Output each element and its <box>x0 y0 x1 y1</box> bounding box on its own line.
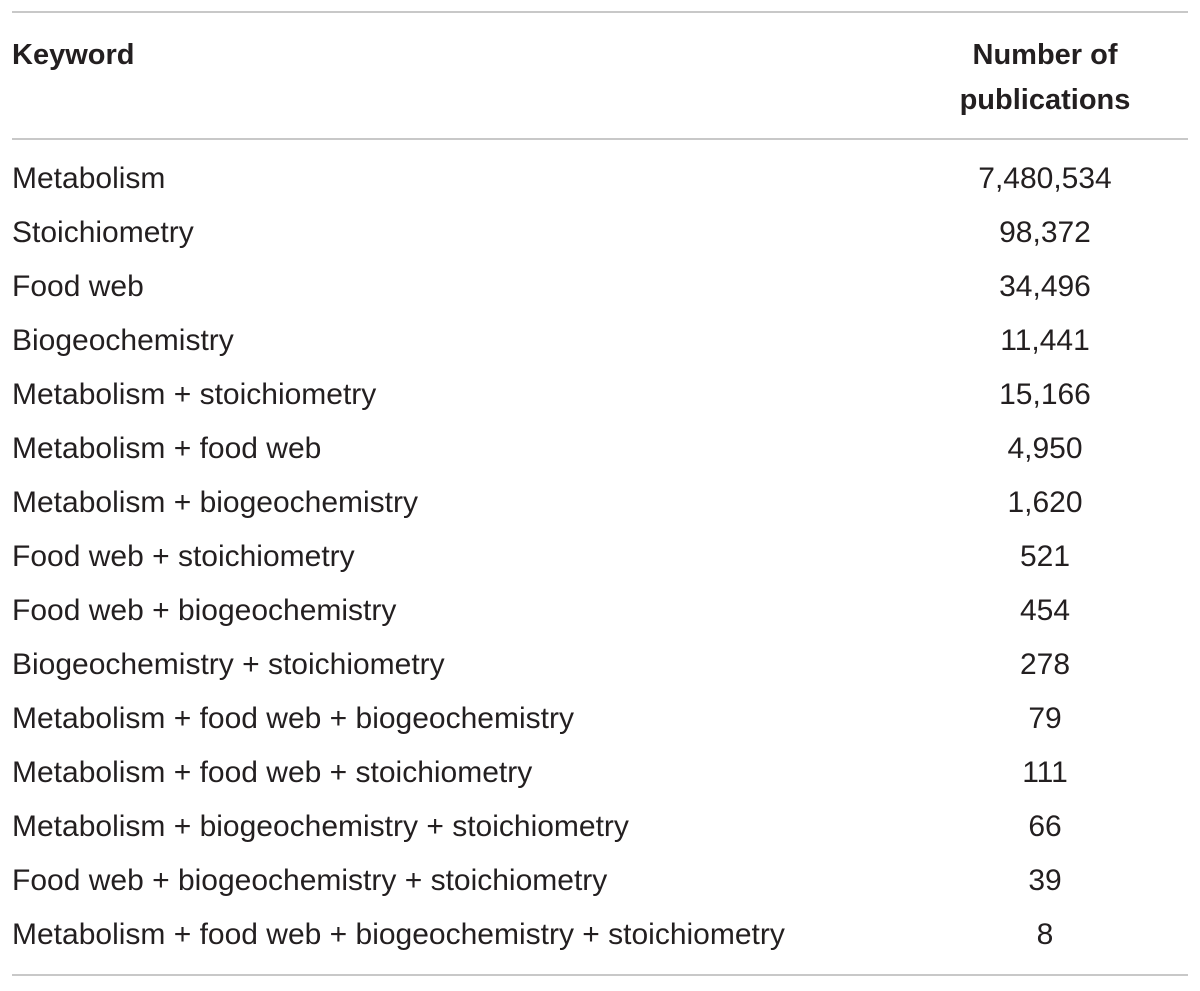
keyword-cell: Metabolism + biogeochemistry <box>12 486 419 519</box>
keyword-cell: Biogeochemistry + stoichiometry <box>12 648 445 681</box>
count-column-header <box>902 13 1188 138</box>
count-cell: 1,620 <box>1007 486 1083 519</box>
table-row <box>12 206 1188 260</box>
table-row <box>12 140 1188 206</box>
count-cell: 34,496 <box>999 270 1091 303</box>
table-row <box>12 584 1188 638</box>
keyword-cell: Metabolism <box>12 162 166 195</box>
keyword-cell: Biogeochemistry <box>12 324 234 357</box>
count-cell: 454 <box>1019 594 1071 627</box>
count-cell: 39 <box>1028 864 1062 897</box>
table-row <box>12 422 1188 476</box>
keyword-cell: Food web + biogeochemistry + stoichiometry <box>12 864 608 897</box>
table-row <box>12 854 1188 908</box>
publications-table-container <box>12 0 1200 976</box>
keyword-cell: Stoichiometry <box>12 216 194 249</box>
count-cell: 66 <box>1028 810 1062 843</box>
keyword-cell: Metabolism + food web + biogeochemistry <box>12 702 574 735</box>
table-row <box>12 314 1188 368</box>
count-cell: 11,441 <box>1000 324 1090 357</box>
keyword-cell: Metabolism + food web + stoichiometry <box>12 756 533 789</box>
count-cell: 7,480,534 <box>978 162 1112 195</box>
table-row <box>12 800 1188 854</box>
keyword-cell: Metabolism + stoichiometry <box>12 378 377 411</box>
count-cell: 521 <box>1019 540 1071 573</box>
table-row <box>12 746 1188 800</box>
count-cell: 111 <box>1022 756 1068 789</box>
keyword-cell: Metabolism + food web <box>12 432 322 465</box>
count-cell: 278 <box>1019 648 1071 681</box>
table-body <box>12 140 1188 962</box>
count-cell: 79 <box>1028 702 1062 735</box>
table-row <box>12 476 1188 530</box>
publications-table-body <box>12 140 1188 962</box>
table-row <box>12 638 1188 692</box>
keyword-cell: Food web + biogeochemistry <box>12 594 397 627</box>
keyword-cell: Metabolism + food web + biogeochemistry + stoichiometry <box>12 918 785 951</box>
table-row <box>12 692 1188 746</box>
table-row <box>12 260 1188 314</box>
table-header <box>12 13 1188 138</box>
count-column-header-label: Number of publications <box>959 39 1131 116</box>
keyword-column-header: Keyword <box>12 39 135 71</box>
count-cell: 15,166 <box>999 378 1091 411</box>
keyword-cell: Food web <box>12 270 144 303</box>
count-cell: 4,950 <box>1007 432 1083 465</box>
table-row <box>12 908 1188 962</box>
keyword-cell: Food web + stoichiometry <box>12 540 355 573</box>
bottom-rule <box>12 974 1188 976</box>
keyword-cell: Metabolism + biogeochemistry + stoichiometry <box>12 810 629 843</box>
count-cell: 98,372 <box>999 216 1091 249</box>
table-row <box>12 368 1188 422</box>
publications-table <box>12 13 1188 138</box>
count-cell: 8 <box>1036 918 1054 951</box>
table-row <box>12 530 1188 584</box>
